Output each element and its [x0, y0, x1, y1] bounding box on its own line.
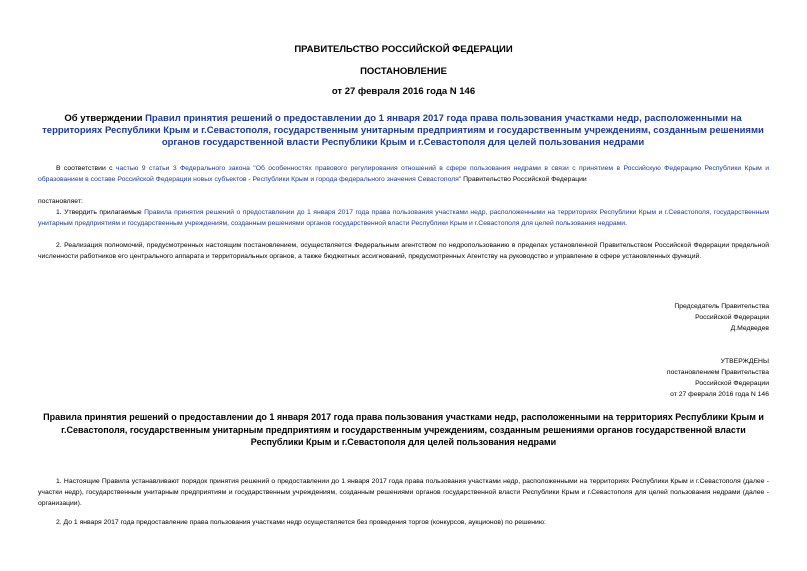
item-1-text-1: 1. Утвердить прилагаемые [56, 209, 145, 216]
approved-line-2: постановлением Правительства [666, 369, 769, 376]
signature-line-2: Российской Федерации [695, 314, 769, 321]
document-title [38, 113, 768, 149]
approved-line-3: Российской Федерации [695, 380, 769, 387]
item-1-rules-link[interactable]: Правила принятия решений о предоставлении до 1 января 2017 года права пользования участками недр, расположенными на территориях Республики Крым и г.Севастополя, государственным унитарным предприятиям и государственным учреждениям, созданным решениями органов государственной власти Республики Крым и г.Севастополя для целей пользования недрами [38, 209, 769, 227]
item-2-text: 2. Реализация полномочий, предусмотренных настоящим постановлением, осуществляется Федеральным агентством по недропользованию в пределах установленной Правительством Российской Федерации предельной численности работников его центрального аппарата и территориальных органов, а также бюджетных ассигнований, предусмотренных Агентству на руководство и управление в сфере установленных функций. [38, 242, 769, 260]
rules-paragraph-2 [38, 517, 769, 528]
signature-block [674, 301, 769, 334]
approved-line-4: от 27 февраля 2016 года N 146 [670, 391, 769, 398]
title-rules-link[interactable]: Правил принятия решений о предоставлении до 1 января 2017 года права пользования участками недр, расположенными на территориях Республики Крым и г.Севастополя, государственным унитарным предприятиям и государственным учреждениям, созданным решениями органов государственной власти Республики Крым и г.Севастополя для целей пользования недрами [42, 113, 764, 148]
doc-date-heading: от 27 февраля 2016 года N 146 [331, 86, 476, 97]
doc-type-heading: ПОСТАНОВЛЕНИЕ [360, 66, 447, 77]
decree-word: постановляет: [38, 198, 83, 205]
org-heading: ПРАВИТЕЛЬСТВО РОССИЙСКОЙ ФЕДЕРАЦИИ [294, 44, 513, 55]
item-2-paragraph [38, 240, 769, 262]
rules-paragraph-1-text: 1. Настоящие Правила устанавливают порядок принятия решений о предоставлении до 1 января 2017 года права пользования участками недр, расположенными на территориях Республики Крым и г.Севастополя (далее - участки недр), государственным унитарным предприятиям и государственным учреждениям, созданным решениями органов государственной власти Республики Крым и г.Севастополя для целей пользования недрами (далее - организации). [38, 478, 769, 507]
rules-paragraph-2-text: 2. До 1 января 2017 года предоставление права пользования участками недр осуществляется без проведения торгов (конкурсов, аукционов) по решению: [56, 519, 546, 526]
approved-block [667, 356, 769, 400]
approved-line-1: УТВЕРЖДЕНЫ [720, 358, 769, 365]
item-1-paragraph [38, 207, 769, 229]
signature-line-3: Д.Медведев [730, 325, 769, 332]
preamble-text-2: Правительство Российской Федерации [461, 176, 587, 183]
signature-line-1: Председатель Правительства [674, 303, 769, 310]
title-prefix: Об утверждении [64, 113, 146, 124]
item-1-text-2: . [625, 220, 627, 227]
rules-paragraph-1 [38, 476, 769, 509]
federal-law-link[interactable]: частью 9 статьи 3 Федерального закона "Об особенностях правового регулирования отношений в сфере пользования недрами в связи с принятием в Российскую Федерацию Республики Крым и образованием в составе Российской Федерации новых субъектов - Республики Крым и города федерального значения Севастополя" [38, 165, 769, 183]
preamble-text-1: В соответствии с [56, 165, 116, 172]
rules-title: Правила принятия решений о предоставлении до 1 января 2017 года права пользования участками недр, расположенными на территориях Республики Крым и г.Севастополя, государственным унитарным предприятиям и государственным учреждениям, созданным решениями органов государственной власти Республики Крым и г.Севастополя для целей пользования недрами [43, 412, 764, 447]
preamble-paragraph [38, 163, 769, 185]
